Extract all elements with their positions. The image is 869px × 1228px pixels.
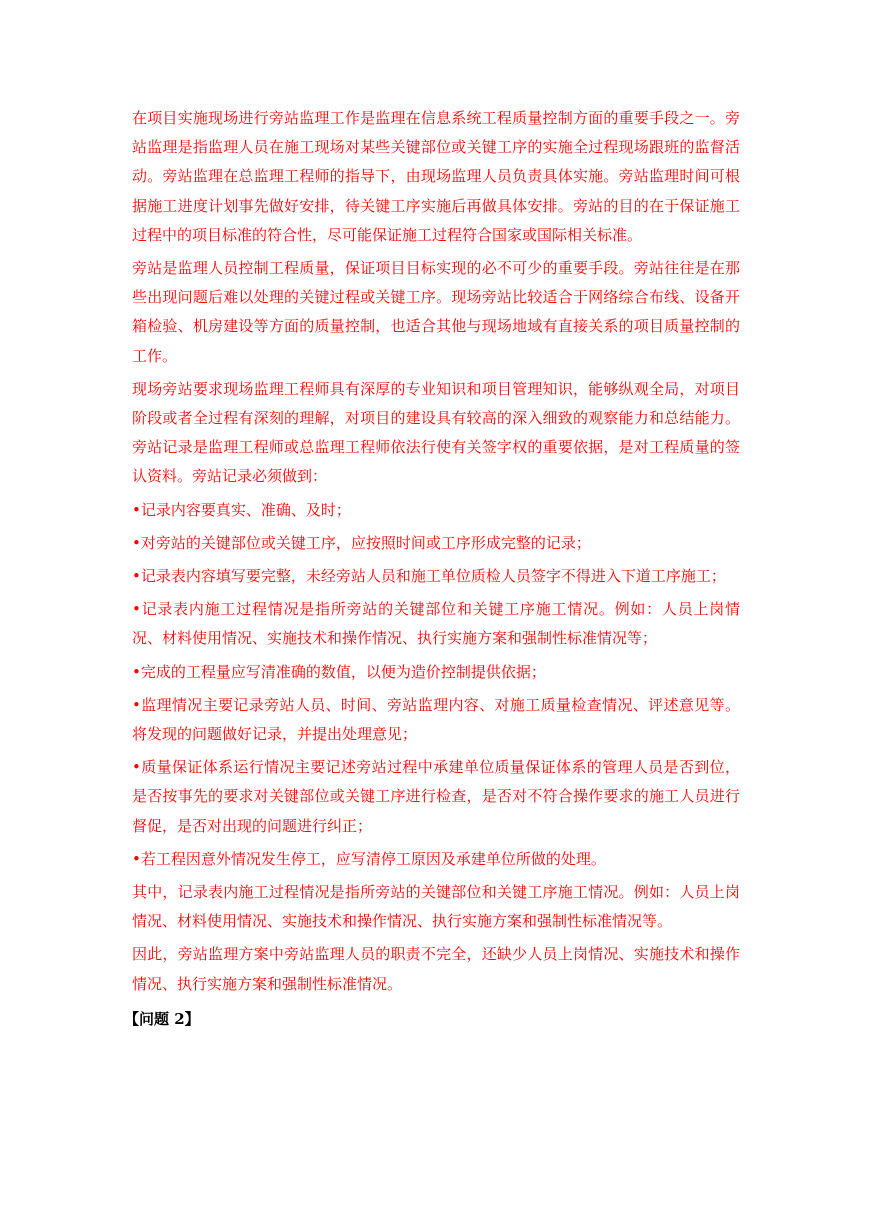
list-item-bullet-3: •记录表内容填写要完整，未经旁站人员和施工单位质检人员签字不得进入下道工序施工；	[132, 567, 726, 586]
list-item-bullet-5: •完成的工程量应写清准确的数值，以便为造价控制提供依据；	[132, 662, 546, 681]
paragraph-intro: 在项目实施现场进行旁站监理工作是监理在信息系统工程质量控制方面的重要手段之一。旁站监理是指监理人员在施工现场对某些关键部位或关键工序的实施全过程现场跟班的监督活动。旁站监理在总监理工程师的指导下，由现场监理人员负责具体实施。旁站监理时间可根据施工进度计划事先做好安排，待关键工序实施后再做具体安排。旁站的目的在于保证施工过程中的项目标准的符合性，尽可能保证施工过程符合国家或国际相关标准。	[132, 109, 740, 244]
list-item-bullet-7: •质量保证体系运行情况主要记述旁站过程中承建单位质量保证体系的管理人员是否到位，是否按事先的要求对关键部位或关键工序进行检查，是否对不符合操作要求的施工人员进行督促，是否对出现的问题进行纠正；	[132, 758, 740, 835]
question-heading: 【问题 2】	[124, 1009, 200, 1028]
list-item-bullet-2: •对旁站的关键部位或关键工序，应按照时间或工序形成完整的记录；	[132, 533, 591, 552]
paragraph-conclusion: 因此，旁站监理方案中旁站监理人员的职责不完全，还缺少人员上岗情况、实施技术和操作情况、执行实施方案和强制性标准情况。	[132, 945, 740, 993]
paragraph-requirements: 现场旁站要求现场监理工程师具有深厚的专业知识和项目管理知识，能够纵观全局，对项目阶段或者全过程有深刻的理解，对项目的建设具有较高的深入细致的观察能力和总结能力。旁站记录是监理工程师或总监理工程师依法行使有关签字权的重要依据，是对工程质量的签认资料。旁站记录必须做到：	[132, 379, 740, 486]
paragraph-summary: 其中，记录表内施工过程情况是指所旁站的关键部位和关键工序施工情况。例如：人员上岗情况、材料使用情况、实施技术和操作情况、执行实施方案和强制性标准情况等。	[132, 883, 740, 931]
list-item-bullet-4: •记录表内施工过程情况是指所旁站的关键部位和关键工序施工情况。例如：人员上岗情况、材料使用情况、实施技术和操作情况、执行实施方案和强制性标准情况等；	[132, 600, 740, 648]
list-item-bullet-1: •记录内容要真实、准确、及时；	[132, 500, 351, 519]
list-item-bullet-8: •若工程因意外情况发生停工，应写清停工原因及承建单位所做的处理。	[132, 849, 606, 868]
paragraph-purpose: 旁站是监理人员控制工程质量，保证项目目标实现的必不可少的重要手段。旁站往往是在那些出现问题后难以处理的关键过程或关键工序。现场旁站比较适合于网络综合布线、设备开箱检验、机房建设等方面的质量控制，也适合其他与现场地域有直接关系的项目质量控制的工作。	[132, 259, 740, 365]
document-body	[124, 104, 740, 1034]
list-item-bullet-6: •监理情况主要记录旁站人员、时间、旁站监理内容、对施工质量检查情况、评述意见等。将发现的问题做好记录，并提出处理意见；	[132, 695, 740, 744]
